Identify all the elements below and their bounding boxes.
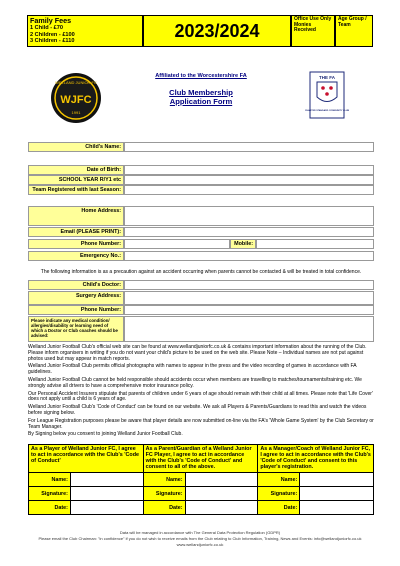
signature-table xyxy=(28,444,374,515)
para-registration: For League Registration purposes please be aware that player details are now submitted on-line via the FA's 'Whole Game System' by the Club Secretary or Team Manager. xyxy=(28,417,374,430)
school-year-field[interactable] xyxy=(124,175,374,185)
school-year-row xyxy=(28,175,374,185)
player-name-label: Name: xyxy=(29,473,71,487)
doctor-phone-field[interactable] xyxy=(124,305,374,315)
season-year: 2023/2024 xyxy=(143,15,291,47)
fa-charter-logo-icon xyxy=(304,72,350,118)
para-insurance: Our Personal Accident Insurers stipulate that parents of children under 6 years of age should remain with their child at all times. Please note that 'Life Cover' does not apply until a child is 6 years of age. xyxy=(28,390,373,403)
club-year: 1991 xyxy=(71,110,81,115)
fa-text: THE FA xyxy=(318,75,336,80)
player-date-field[interactable] xyxy=(70,501,143,515)
fees-title: Family Fees xyxy=(30,16,72,25)
player-date-label: Date: xyxy=(29,501,71,515)
email-label: Email (PLEASE PRINT): xyxy=(28,227,124,237)
phone-row xyxy=(28,239,374,249)
dob-field[interactable] xyxy=(124,165,374,175)
info-paragraphs xyxy=(28,345,374,438)
surgery-label: Surgery Address: xyxy=(28,291,124,305)
parent-declaration: As a Parent/Guardian of a Welland Junior FC Player, I agree to act in accordance with the Club's 'Code of Conduct' and consent to all of the above. xyxy=(143,445,258,473)
parent-signature-label: Signature: xyxy=(143,487,185,501)
emergency-label: Emergency No.: xyxy=(28,251,124,261)
email-row xyxy=(28,227,374,237)
fee-3: 3 Children - £110 xyxy=(30,38,75,45)
age-group-box: Age Group / Team xyxy=(335,15,373,47)
surgery-field[interactable] xyxy=(124,291,374,305)
header-bar xyxy=(27,15,373,47)
home-address-field[interactable] xyxy=(124,206,374,226)
parent-date-label: Date: xyxy=(143,501,185,515)
conditions-row xyxy=(28,316,374,342)
dob-label: Date of Birth: xyxy=(28,165,124,175)
form-title-line-2: Application Form xyxy=(169,97,233,106)
para-website: Welland Junior Football Club's official web site can be found at www.wellandjuniorfc.co.uk & contains important information about the running of the Club. Please inform organisers in writing if you do not want your child's picture to be used on the web site. Please Note – Individual names are not put against photos used but may appear in match reports. xyxy=(28,344,367,362)
phone-label: Phone Number: xyxy=(28,239,124,249)
parent-date-field[interactable] xyxy=(185,501,258,515)
email-field[interactable] xyxy=(124,227,374,237)
childs-name-label: Child's Name: xyxy=(28,142,124,152)
home-address-row xyxy=(28,206,374,226)
doctor-phone-row xyxy=(28,305,374,315)
team-registered-label: Team Registered with last Season: xyxy=(28,185,124,195)
form-title-line-1: Club Membership xyxy=(169,88,233,97)
form-title xyxy=(128,88,274,106)
parent-name-field[interactable] xyxy=(185,473,258,487)
club-logo-icon xyxy=(50,70,102,126)
phone-field[interactable] xyxy=(124,239,230,249)
emergency-field[interactable] xyxy=(124,251,374,261)
manager-signature-field[interactable] xyxy=(300,487,374,501)
affiliation-text: Affiliated to the Worcestershire FA xyxy=(155,73,247,79)
player-name-field[interactable] xyxy=(70,473,143,487)
dob-row xyxy=(28,165,374,175)
para-consent: By Signing below you consent to joining Welland Junior Football Club. xyxy=(28,431,183,438)
club-initials: WJFC xyxy=(60,94,92,106)
precaution-text: The following information is as a precaution against an accident occurring when parents cannot be contacted & will be treated in total confidence. xyxy=(40,269,362,275)
footer-gdpr: Data will be managed in accordance with The General Data Protection Regulation (GDPR) xyxy=(119,530,281,535)
emergency-row xyxy=(28,251,374,261)
surgery-row xyxy=(28,291,374,305)
player-signature-field[interactable] xyxy=(70,487,143,501)
player-signature-label: Signature: xyxy=(29,487,71,501)
fee-1: 1 Child - £70 xyxy=(30,25,63,31)
conditions-field[interactable] xyxy=(124,316,374,342)
manager-date-field[interactable] xyxy=(300,501,374,515)
para-photos: Welland Junior Football Club permits official photographs with names to appear in the press and the video recording of games in accordance with FA guidelines. xyxy=(28,363,357,376)
parent-name-label: Name: xyxy=(143,473,185,487)
manager-date-label: Date: xyxy=(258,501,300,515)
footer-website-link[interactable]: www.wellandjuniorfc.co.uk xyxy=(176,542,224,547)
fa-sub-text: CHARTER STANDARD COMMUNITY CLUB xyxy=(304,110,350,112)
mobile-label: Mobile: xyxy=(230,239,256,249)
manager-name-field[interactable] xyxy=(300,473,374,487)
para-travel: Welland Junior Football Club cannot be held responsible should accidents occur when members are travelling to matches/tournaments/training etc. We strongly advise all drivers to have a comprehensive motor insurance policy. xyxy=(28,376,362,389)
para-code-of-conduct: Welland Junior Football Club's 'Code of Conduct' can be found on our website. We ask all Players & Parents/Guardians to read this and watch the videos before signing below. xyxy=(28,404,367,416)
doctor-label: Child's Doctor: xyxy=(28,280,124,290)
footer-email-note: Please email the Club Chairman: "in confidence" if you do not wish to receive emails from the Club relating to Club Information, Training, News and Events: info@wellandjuniorfc.co.uk xyxy=(38,536,362,541)
home-address-label: Home Address: xyxy=(28,206,124,226)
doctor-phone-label: Phone Number: xyxy=(28,305,124,315)
team-registered-row xyxy=(28,185,374,195)
manager-signature-label: Signature: xyxy=(258,487,300,501)
mobile-field[interactable] xyxy=(256,239,374,249)
family-fees-box xyxy=(27,15,143,47)
club-logo-text: WELLAND JUNIOR FC xyxy=(55,80,97,85)
manager-name-label: Name: xyxy=(258,473,300,487)
office-use-box: Office Use Only Monies Received xyxy=(291,15,335,47)
childs-name-field[interactable] xyxy=(124,142,374,152)
childs-name-row xyxy=(28,142,374,152)
manager-declaration: As a Manager/Coach of Welland Junior FC, I agree to act in accordance with the Club's 'Code of Conduct' and consent to this player's registration. xyxy=(258,445,374,473)
player-declaration: As a Player of Welland Junior FC, I agree to act in accordance with the Club's 'Code of Conduct' xyxy=(29,445,144,473)
parent-signature-field[interactable] xyxy=(185,487,258,501)
team-registered-field[interactable] xyxy=(124,185,374,195)
doctor-row xyxy=(28,280,374,290)
conditions-label: Please indicate any medical condition/ allergies/disability or learning need of which a Doctor or Club coaches should be advised: xyxy=(28,316,124,342)
fee-2: 2 Children - £100 xyxy=(30,31,75,38)
school-year-label: SCHOOL YEAR R/Y1 etc xyxy=(28,175,124,185)
doctor-field[interactable] xyxy=(124,280,374,290)
